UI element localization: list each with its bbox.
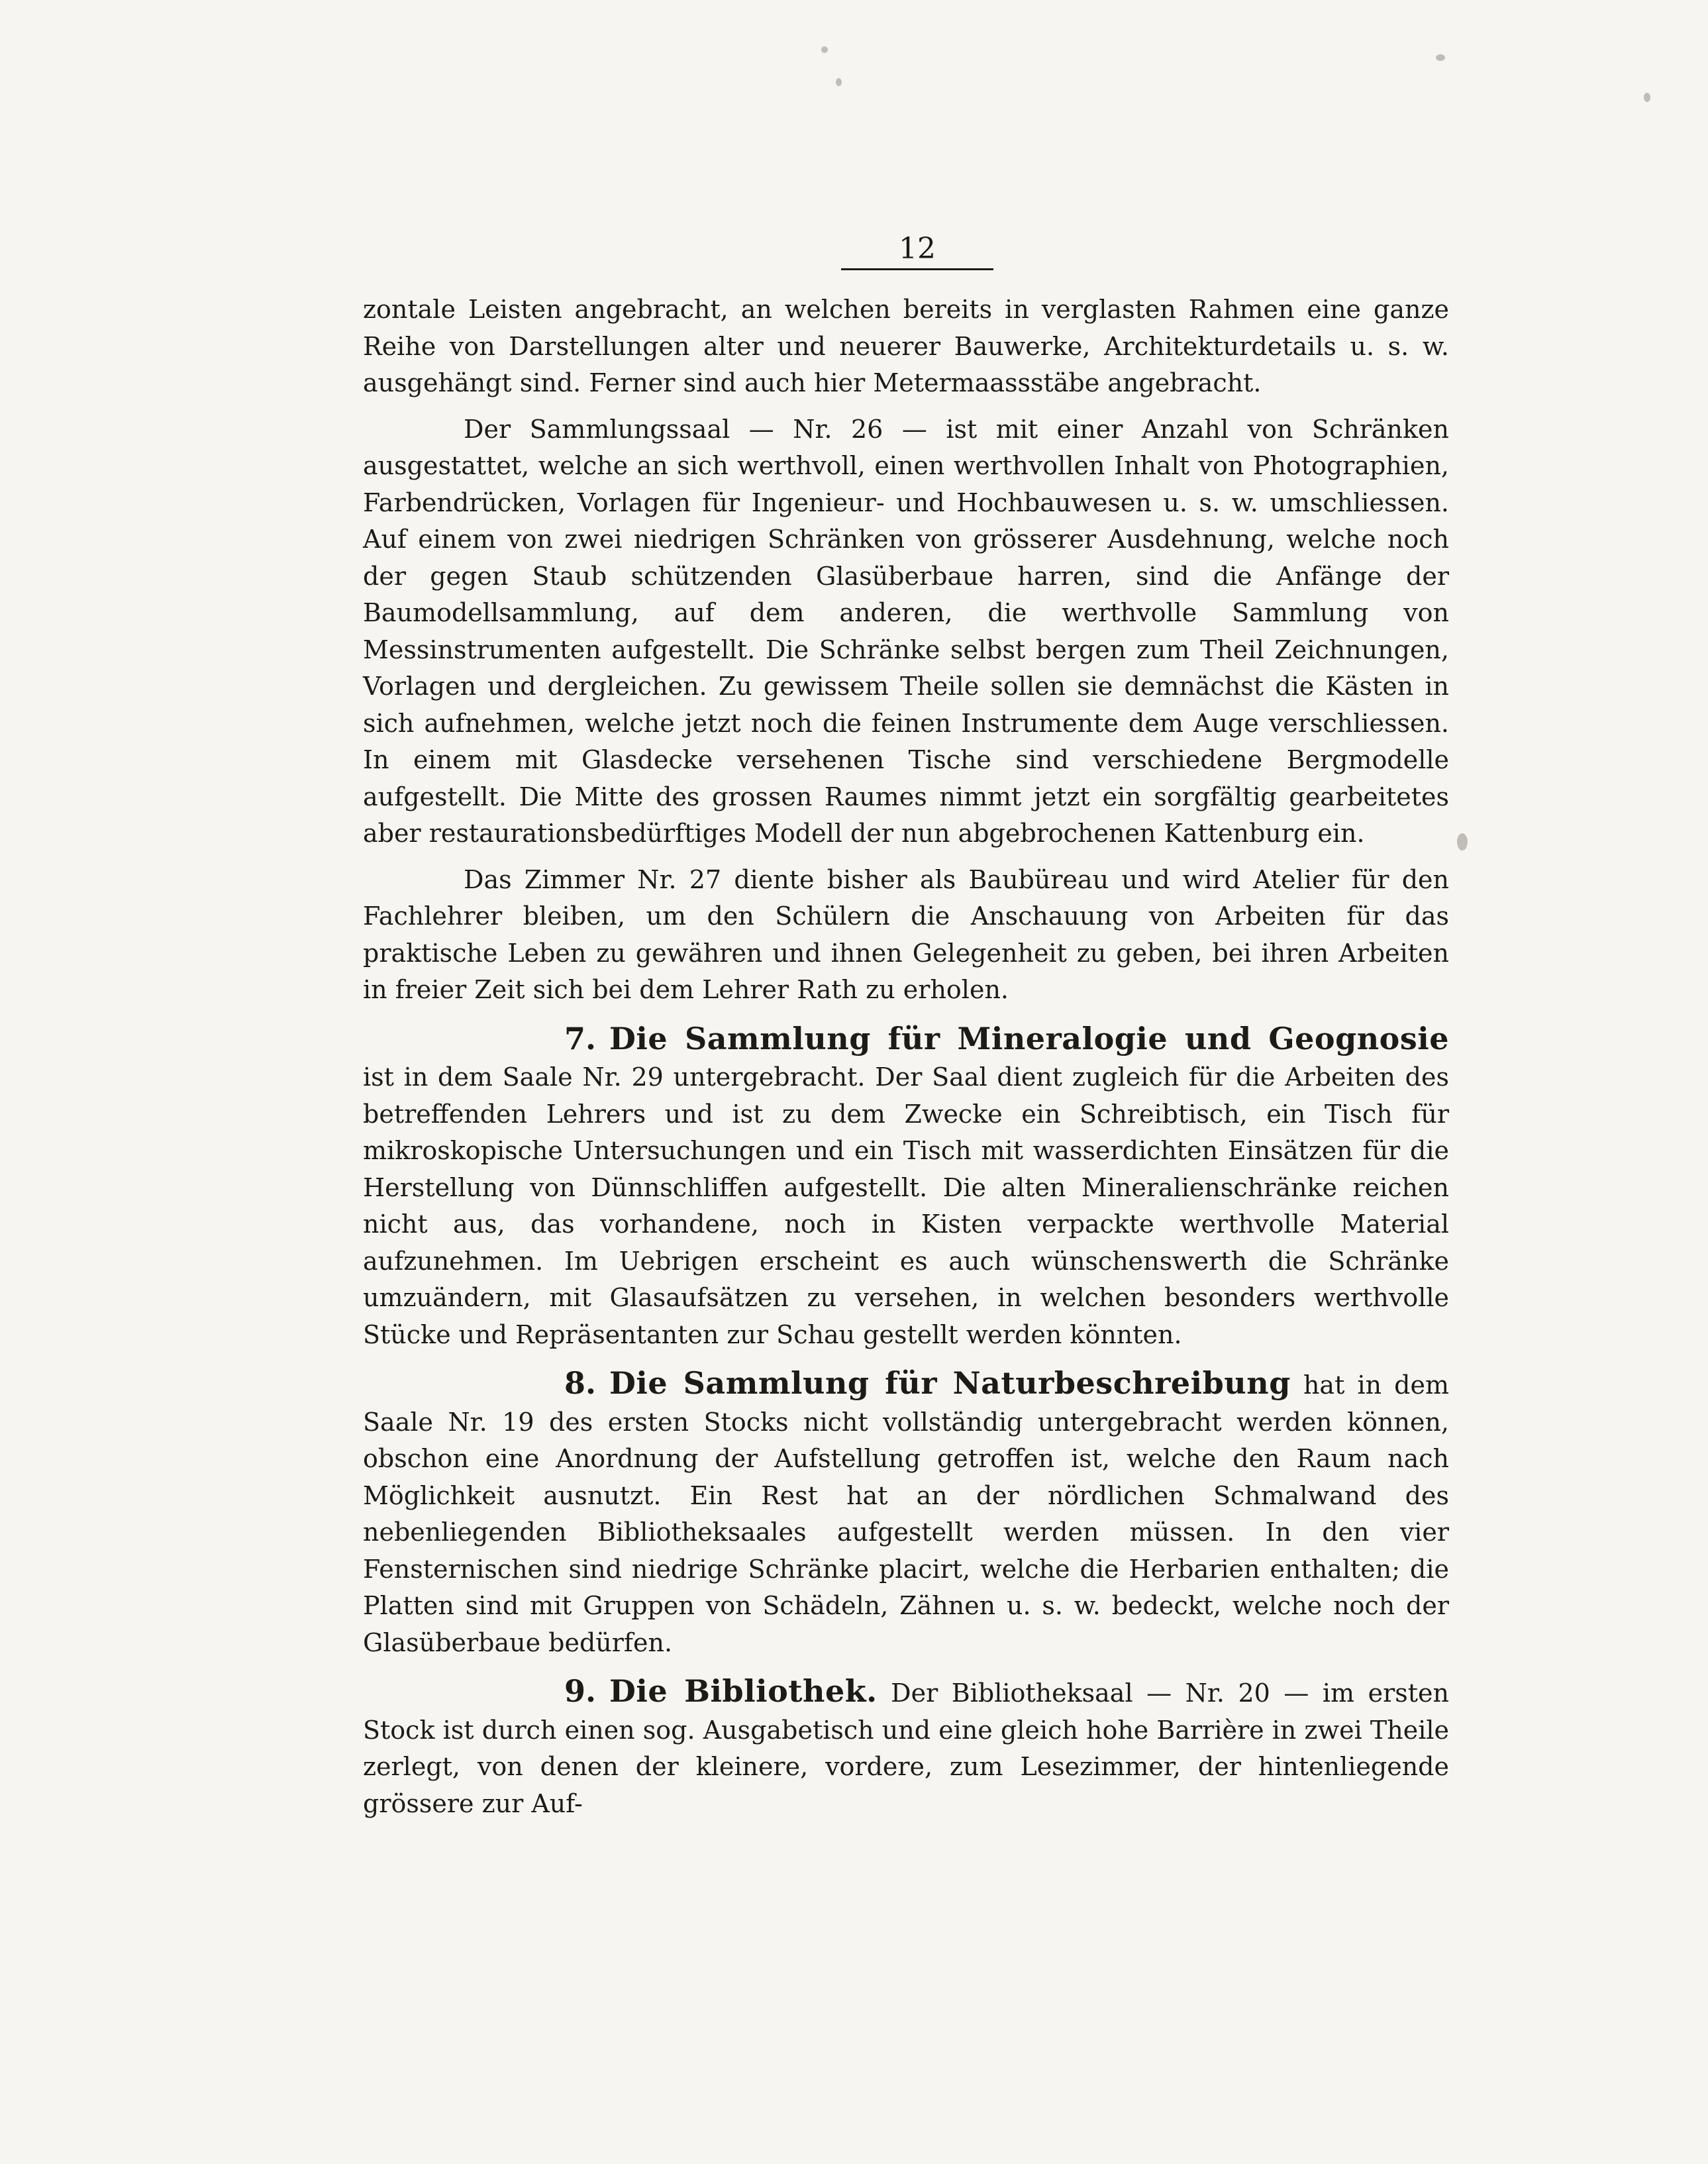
section-9-heading: Die Bibliothek. <box>609 1673 878 1709</box>
section-9-number: 9. <box>564 1673 597 1709</box>
paragraph-sammlungssaal: Der Sammlungssaal — Nr. 26 — ist mit einer Anzahl von Schränken ausgestattet, welche an sich werthvoll, einen werthvollen Inhalt von Photographien, Farbendrücken, Vorlagen für Ingenieur- und Hochbauwesen u. s. w. umschliessen. Auf einem von zwei niedrigen Schränken von grösserer Ausdehnung, welche noch der gegen Staub schützenden Glasüberbaue harren, sind die Anfänge der Baumodellsammlung, auf dem anderen, die werthvolle Sammlung von Messinstrumenten aufgestellt. Die Schränke selbst bergen zum Theil Zeichnungen, Vorlagen und dergleichen. Zu gewissem Theile sollen sie demnächst die Kästen in sich aufnehmen, welche jetzt noch die feinen Instrumente dem Auge verschliessen. In einem mit Glasdecke versehenen Tische sind verschiedene Bergmodelle aufgestellt. Die Mitte des grossen Raumes nimmt jetzt ein sorgfältig gearbeitetes aber restaurationsbedürftiges Modell der nun abgebrochenen Kattenburg ein. <box>363 414 1449 848</box>
paragraph-continuation: zontale Leisten angebracht, an welchen bereits in verglasten Rahmen eine ganze Reihe von Darstellungen alter und neuerer Bauwerke, Architekturdetails u. s. w. ausgehängt sind. Ferner sind auch hier Metermaassstäbe angebracht. <box>363 295 1449 397</box>
section-7 <box>363 1021 1449 1354</box>
paper-speck <box>1457 833 1468 850</box>
paper-speck <box>1436 54 1445 61</box>
page-number: 12 <box>841 232 993 270</box>
section-7-heading: Die Sammlung für Mineralogie und Geognosie <box>609 1020 1449 1056</box>
paper-speck <box>836 78 842 86</box>
paper-speck <box>821 46 828 53</box>
section-8-number: 8. <box>564 1365 597 1401</box>
section-8 <box>363 1365 1449 1661</box>
body-text <box>363 291 1449 1822</box>
paragraph-zimmer-27: Das Zimmer Nr. 27 diente bisher als Baubüreau und wird Atelier für den Fachlehrer bleiben, um den Schülern die Anschauung von Arbeiten für das praktische Leben zu gewähren und ihnen Gelegenheit zu geben, bei ihren Arbeiten in freier Zeit sich bei dem Lehrer Rath zu erholen. <box>363 864 1449 1004</box>
section-7-number: 7. <box>564 1020 597 1056</box>
section-8-heading: Die Sammlung für Naturbeschreibung <box>609 1365 1291 1401</box>
paper-speck <box>1644 93 1650 102</box>
section-7-text: ist in dem Saale Nr. 29 untergebracht. Der Saal dient zugleich für die Arbeiten des betreffenden Lehrers und ist zu dem Zwecke ein Schreibtisch, ein Tisch für mikroskopische Untersuchungen und ein Tisch mit wasserdichten Einsätzen für die Herstellung von Dünnschliffen aufgestellt. Die alten Mineralienschränke reichen nicht aus, das vorhandene, noch in Kisten verpackte werthvolle Material aufzunehmen. Im Uebrigen erscheint es auch wünschenswerth die Schränke umzuändern, mit Glasaufsätzen zu versehen, in welchen besonders werthvolle Stücke und Repräsentanten zur Schau gestellt werden könnten. <box>363 1062 1449 1349</box>
section-9-text: Der Bibliotheksaal — Nr. 20 — im ersten Stock ist durch einen sog. Ausgabetisch und eine gleich hohe Barrière in zwei Theile zerlegt, von denen der kleinere, vordere, zum Lesezimmer, der hintenliegende grössere zur Auf- <box>363 1678 1449 1818</box>
section-9 <box>363 1673 1449 1822</box>
section-8-text: hat in dem Saale Nr. 19 des ersten Stocks nicht vollständig untergebracht werden können, obschon eine Anordnung der Aufstellung getroffen ist, welche den Raum nach Möglichkeit ausnutzt. Ein Rest hat an der nördlichen Schmalwand des nebenliegenden Bibliotheksaales aufgestellt werden müssen. In den vier Fensternischen sind niedrige Schränke placirt, welche die Herbarien enthalten; die Platten sind mit Gruppen von Schädeln, Zähnen u. s. w. bedeckt, welche noch der Glasüberbaue bedürfen. <box>363 1370 1449 1657</box>
